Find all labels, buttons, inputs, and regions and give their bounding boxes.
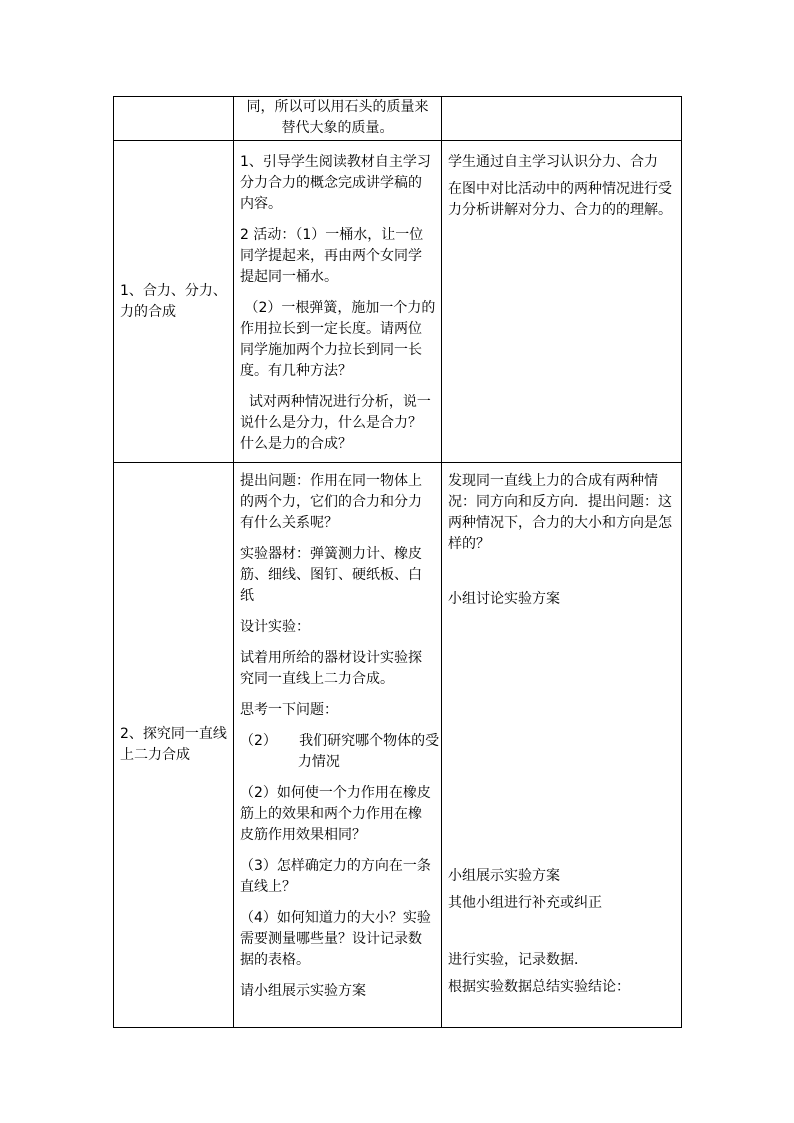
text-line: （2）一根弹簧，施加一个力的 [240,300,436,316]
paragraph [240,981,435,1002]
text-line: 筋上的效果和两个力作用在橡 [240,806,422,822]
topic-line: 1、合力、分力、 [120,282,227,299]
text-line: 什么是力的合成？ [240,436,352,452]
student-activity-cell [442,97,682,141]
student-activity-cell [442,463,682,1028]
text-line: 设计实验： [240,619,310,635]
topic-cell [114,141,234,463]
paragraph [240,298,435,382]
paragraph [240,225,435,288]
paragraph [448,179,675,221]
topic-line: 力的合成 [120,303,176,320]
text-line: 请小组展示实验方案 [240,983,366,999]
teacher-activity-cell [234,141,442,463]
topic-cell [114,97,234,141]
paragraph [448,471,675,555]
text-line: 根据实验数据总结实验结论： [448,979,630,995]
paragraph [240,731,440,773]
text-line: 替代大象的质量。 [281,120,394,136]
lesson-plan-table [113,96,682,1028]
text-line: 力情况 [240,754,340,770]
text-line: 有什么关系呢？ [240,515,338,531]
student-activity-cell [442,141,682,463]
text-line: 作用拉长到一定长度。请两位 [240,321,422,337]
text-line: 内容。 [240,196,282,212]
paragraph [240,856,435,898]
text-line: 说什么是分力，什么是合力？ [240,415,422,431]
text-line: 力分析讲解对分力、合力的的理解。 [448,202,672,218]
paragraph [240,544,435,607]
text-line: 同，所以可以用石头的质量来 [246,99,429,115]
text-line: 据的表格。 [240,952,310,968]
paragraph [240,392,435,455]
topic-line: 2、探究同一直线 [120,726,227,742]
text-line: （3）怎样确定力的方向在一条 [240,858,431,874]
text-line: 究同一直线上二力合成。 [240,671,394,687]
text-line: 度。有几种方法？ [240,363,352,379]
text-line: 况：同方向和反方向．提出问题：这 [448,494,672,510]
table-row [114,463,682,1028]
text-line: 1、引导学生阅读教材自主学习 [240,154,431,170]
teacher-activity-cell [234,463,442,1028]
topic-cell [114,463,234,1028]
text-line: 在图中对比活动中的两种情况进行受 [448,181,672,197]
text-line: 小组讨论实验方案 [448,591,560,607]
text-line: 筋、细线、图钉、硬纸板、白 [240,567,422,583]
paragraph [240,700,435,721]
text-line: （2）如何使一个力作用在橡皮 [240,785,431,801]
text-line: 分力合力的概念完成讲学稿的 [240,175,422,191]
paragraph [448,152,675,173]
table-row [114,97,682,141]
text-line: 小组展示实验方案 [448,868,560,884]
text-line: 两种情况下，合力的大小和方向是怎 [448,515,672,531]
table-row [114,141,682,463]
paragraph [240,152,435,215]
text-line: 需要测量哪些量？设计记录数 [240,931,422,947]
topic-line: 上二力合成 [120,747,190,763]
text-line: （2） 我们研究哪个物体的受 [240,733,440,749]
text-line: 进行实验，记录数据． [448,952,588,968]
text-line: 发现同一直线上力的合成有两种情 [448,473,658,489]
text-line: 纸 [240,588,254,604]
text-line: 试对两种情况进行分析，说一 [240,394,431,410]
text-line: 皮筋作用效果相同？ [240,827,366,843]
paragraph [240,648,435,690]
text-line: 提起同一桶水。 [240,269,338,285]
paragraph [240,617,435,638]
text-line: 的两个力，它们的合力和分力 [240,494,422,510]
text-line: 直线上？ [240,879,296,895]
text-line: 样的？ [448,536,490,552]
paragraph [240,471,435,534]
text-line: 提出问题：作用在同一物体上 [240,473,422,489]
text-line: 其他小组进行补充或纠正 [448,895,602,911]
text-line: 学生通过自主学习认识分力、合力 [448,154,658,170]
teacher-activity-cell [234,97,442,141]
text-line: 2 活动：（1）一桶水，让一位 [240,227,424,243]
text-line: （4）如何知道力的大小？实验 [240,910,431,926]
text-line: 思考一下问题： [240,702,338,718]
text-line: 实验器材：弹簧测力计、橡皮 [240,546,422,562]
text-line: 同学施加两个力拉长到同一长 [240,342,422,358]
text-line: 试着用所给的器材设计实验探 [240,650,422,666]
paragraph [240,908,435,971]
paragraph [240,783,435,846]
text-line: 同学提起来，再由两个女同学 [240,248,422,264]
